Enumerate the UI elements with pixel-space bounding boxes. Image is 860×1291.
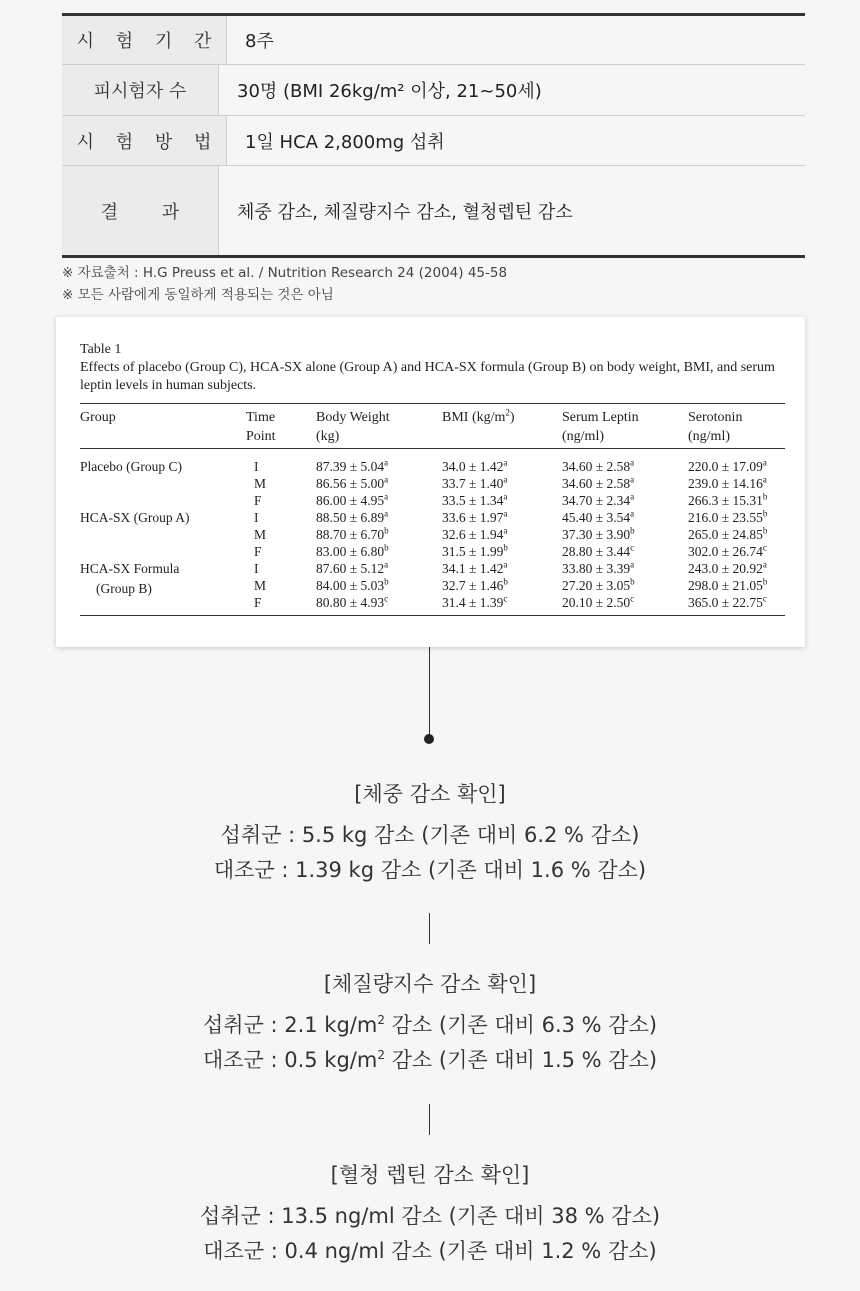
- significance-superscript: a: [384, 457, 389, 468]
- connector-line: [429, 647, 430, 739]
- body-weight-cell: [316, 594, 388, 611]
- result-block-leptin: [0, 1158, 860, 1269]
- info-label: 피시험자 수: [62, 65, 219, 115]
- result-line-control: 대조군 : 0.4 ng/ml 감소 (기존 대비 1.2 % 감소): [203, 1239, 657, 1263]
- cell-value: 34.60 ± 2.58: [562, 459, 631, 474]
- cell-value: 34.0 ± 1.42: [442, 459, 504, 474]
- bmi-cell: [442, 577, 508, 594]
- disclaimer-note: ※ 모든 사람에게 동일하게 적용되는 것은 아님: [62, 287, 334, 303]
- header-bmi-text: BMI (kg/m: [442, 410, 506, 425]
- paper-table-caption: Effects of placebo (Group C), HCA-SX alone (Group A) and HCA-SX formula (Group B) on body weight, BMI, and serum leptin levels in human subjects.: [80, 360, 775, 393]
- cell-value: 87.60 ± 5.12: [316, 561, 385, 576]
- info-value: 30명 (BMI 26kg/m² 이상, 21~50세): [237, 81, 542, 102]
- serotonin-cell: [688, 492, 767, 509]
- cell-value: 220.0 ± 17.09: [688, 459, 763, 474]
- significance-superscript: c: [384, 593, 389, 604]
- body-weight-cell: [316, 458, 388, 475]
- bmi-cell: [442, 458, 507, 475]
- significance-superscript: a: [384, 508, 389, 519]
- cell-value: 365.0 ± 22.75: [688, 595, 763, 610]
- cell-value: 243.0 ± 20.92: [688, 561, 763, 576]
- cell-value: 32.7 ± 1.46: [442, 578, 504, 593]
- header-serum-leptin: Serum Leptin: [562, 410, 639, 425]
- info-row-subjects: [62, 65, 805, 116]
- significance-superscript: c: [630, 542, 635, 553]
- time-point-cell: [254, 577, 266, 594]
- cell-value: 84.00 ± 5.03: [316, 578, 385, 593]
- paper-table-body: [80, 449, 785, 615]
- result-text: 섭취군 : 2.1 kg/m: [202, 1013, 378, 1037]
- bmi-cell: [442, 543, 508, 560]
- significance-superscript: b: [762, 525, 768, 536]
- significance-superscript: c: [503, 593, 508, 604]
- cell-value: 28.80 ± 3.44: [562, 544, 631, 559]
- result-text: 감소 (기존 대비 1.5 % 감소): [384, 1048, 658, 1072]
- time-point-cell: [254, 458, 259, 475]
- cell-value: 86.00 ± 4.95: [316, 493, 385, 508]
- paper-table-title: Table 1: [80, 342, 122, 357]
- cell-value: I: [254, 510, 259, 525]
- info-row-period: [62, 16, 805, 65]
- info-row-result: [62, 166, 805, 255]
- serotonin-cell: [688, 543, 767, 560]
- cell-value: 302.0 ± 26.74: [688, 544, 763, 559]
- significance-superscript: a: [630, 474, 635, 485]
- header-group: Group: [80, 410, 116, 425]
- cell-value: 45.40 ± 3.54: [562, 510, 631, 525]
- significance-superscript: b: [503, 542, 508, 553]
- time-point-cell: [254, 492, 262, 509]
- cell-value: F: [254, 544, 262, 559]
- header-point: Point: [246, 429, 276, 444]
- result-text: 대조군 : 0.5 kg/m: [202, 1048, 378, 1072]
- significance-superscript: a: [762, 457, 767, 468]
- time-point-cell: [254, 543, 262, 560]
- result-block-weight: [0, 777, 860, 888]
- cell-value: 34.1 ± 1.42: [442, 561, 504, 576]
- group-label-placebo: Placebo (Group C): [80, 459, 182, 474]
- serotonin-cell: [688, 526, 767, 543]
- study-info-table: [62, 13, 805, 258]
- body-weight-cell: [316, 526, 389, 543]
- significance-superscript: b: [503, 576, 508, 587]
- serum-leptin-cell: [562, 543, 634, 560]
- significance-superscript: a: [503, 508, 508, 519]
- result-line-treatment: [0, 1008, 860, 1043]
- group-label-hca-sx: HCA-SX (Group A): [80, 510, 190, 525]
- group-label-group-b: (Group B): [96, 581, 152, 596]
- serotonin-cell: [688, 509, 767, 526]
- cell-value: 33.5 ± 1.34: [442, 493, 504, 508]
- header-time: Time: [246, 410, 276, 425]
- cell-value: 20.10 ± 2.50: [562, 595, 631, 610]
- body-weight-cell: [316, 492, 388, 509]
- significance-superscript: a: [630, 491, 635, 502]
- result-block-bmi: [0, 967, 860, 1078]
- cell-value: 37.30 ± 3.90: [562, 527, 631, 542]
- body-weight-cell: [316, 577, 389, 594]
- info-label: 결 과: [62, 166, 219, 255]
- header-serotonin: Serotonin: [688, 410, 743, 425]
- cell-value: I: [254, 459, 259, 474]
- significance-superscript: b: [384, 525, 389, 536]
- divider-line: [429, 1104, 430, 1135]
- significance-superscript: a: [503, 474, 508, 485]
- unit-superscript: 2: [377, 1048, 385, 1062]
- result-line-treatment: 섭취군 : 5.5 kg 감소 (기존 대비 6.2 % 감소): [220, 823, 640, 847]
- bmi-cell: [442, 509, 507, 526]
- body-weight-cell: [316, 543, 389, 560]
- significance-superscript: b: [762, 491, 768, 502]
- paper-table: [80, 341, 785, 616]
- cell-value: I: [254, 561, 259, 576]
- significance-superscript: b: [630, 525, 635, 536]
- serum-leptin-cell: [562, 509, 634, 526]
- cell-value: 86.56 ± 5.00: [316, 476, 385, 491]
- cell-value: 33.80 ± 3.39: [562, 561, 631, 576]
- serum-leptin-cell: [562, 594, 634, 611]
- cell-value: 34.60 ± 2.58: [562, 476, 631, 491]
- significance-superscript: c: [630, 593, 635, 604]
- serum-leptin-cell: [562, 526, 635, 543]
- cell-value: 32.6 ± 1.94: [442, 527, 504, 542]
- result-heading: [체중 감소 확인]: [354, 782, 506, 806]
- cell-value: 83.00 ± 6.80: [316, 544, 385, 559]
- cell-value: 265.0 ± 24.85: [688, 527, 763, 542]
- header-serotonin-unit: (ng/ml): [688, 429, 730, 444]
- header-body-weight: Body Weight: [316, 410, 390, 425]
- bmi-cell: [442, 475, 507, 492]
- serotonin-cell: [688, 560, 767, 577]
- significance-superscript: a: [503, 491, 508, 502]
- significance-superscript: c: [762, 542, 767, 553]
- body-weight-cell: [316, 509, 388, 526]
- cell-value: 31.5 ± 1.99: [442, 544, 504, 559]
- cell-value: 298.0 ± 21.05: [688, 578, 763, 593]
- serotonin-cell: [688, 458, 767, 475]
- info-value: 8주: [245, 31, 274, 52]
- result-text: 감소 (기존 대비 6.3 % 감소): [384, 1013, 658, 1037]
- cell-value: M: [254, 527, 267, 542]
- significance-superscript: a: [630, 508, 635, 519]
- time-point-cell: [254, 475, 266, 492]
- source-note: ※ 자료출처 : H.G Preuss et al. / Nutrition Research 24 (2004) 45-58: [62, 265, 508, 281]
- cell-value: 33.6 ± 1.97: [442, 510, 504, 525]
- significance-superscript: a: [503, 525, 508, 536]
- cell-value: F: [254, 595, 262, 610]
- info-label: 시 험 방 법: [62, 116, 227, 165]
- bmi-cell: [442, 526, 507, 543]
- header-body-weight-unit: (kg): [316, 429, 340, 444]
- result-line-control: [0, 1043, 860, 1078]
- info-value: 1일 HCA 2,800mg 섭취: [245, 131, 445, 153]
- significance-superscript: b: [384, 576, 389, 587]
- significance-superscript: a: [762, 559, 767, 570]
- cell-value: 87.39 ± 5.04: [316, 459, 385, 474]
- significance-superscript: b: [762, 576, 768, 587]
- significance-superscript: a: [630, 559, 635, 570]
- cell-value: M: [254, 476, 267, 491]
- result-line-control: 대조군 : 1.39 kg 감소 (기존 대비 1.6 % 감소): [213, 858, 647, 882]
- header-bmi: [442, 408, 515, 427]
- cell-value: 80.80 ± 4.93: [316, 595, 385, 610]
- time-point-cell: [254, 560, 259, 577]
- cell-value: 33.7 ± 1.40: [442, 476, 504, 491]
- info-value: 체중 감소, 체질량지수 감소, 혈청렙틴 감소: [237, 201, 573, 223]
- serotonin-cell: [688, 594, 767, 611]
- connector-dot: [424, 734, 434, 744]
- divider-line: [429, 913, 430, 944]
- body-weight-cell: [316, 560, 388, 577]
- significance-superscript: a: [384, 559, 389, 570]
- cell-value: 88.50 ± 6.89: [316, 510, 385, 525]
- significance-superscript: c: [762, 593, 767, 604]
- serotonin-cell: [688, 577, 767, 594]
- result-heading: [혈청 렙틴 감소 확인]: [330, 1163, 530, 1187]
- significance-superscript: a: [762, 474, 767, 485]
- serum-leptin-cell: [562, 492, 634, 509]
- info-row-method: [62, 116, 805, 166]
- cell-value: F: [254, 493, 262, 508]
- time-point-cell: [254, 526, 266, 543]
- header-bmi-sup: 2: [505, 407, 510, 418]
- paper-data-table: [80, 403, 785, 616]
- serum-leptin-cell: [562, 475, 634, 492]
- bmi-cell: [442, 594, 507, 611]
- significance-superscript: a: [503, 457, 508, 468]
- cell-value: 88.70 ± 6.70: [316, 527, 385, 542]
- bmi-cell: [442, 492, 507, 509]
- time-point-cell: [254, 594, 262, 611]
- footnotes: [62, 262, 507, 306]
- significance-superscript: b: [762, 508, 768, 519]
- serum-leptin-cell: [562, 458, 634, 475]
- cell-value: 216.0 ± 23.55: [688, 510, 763, 525]
- significance-superscript: b: [384, 542, 389, 553]
- serotonin-cell: [688, 475, 767, 492]
- bmi-cell: [442, 560, 507, 577]
- significance-superscript: b: [630, 576, 635, 587]
- cell-value: 34.70 ± 2.34: [562, 493, 631, 508]
- serum-leptin-cell: [562, 560, 634, 577]
- significance-superscript: a: [630, 457, 635, 468]
- cell-value: 266.3 ± 15.31: [688, 493, 763, 508]
- cell-value: 27.20 ± 3.05: [562, 578, 631, 593]
- significance-superscript: a: [384, 474, 389, 485]
- cell-value: 31.4 ± 1.39: [442, 595, 504, 610]
- significance-superscript: a: [503, 559, 508, 570]
- unit-superscript: 2: [377, 1013, 385, 1027]
- result-heading: [체질량지수 감소 확인]: [323, 972, 537, 996]
- cell-value: M: [254, 578, 267, 593]
- paper-table-header: [80, 404, 785, 449]
- serum-leptin-cell: [562, 577, 635, 594]
- body-weight-cell: [316, 475, 388, 492]
- header-bmi-end: ): [509, 410, 515, 425]
- result-line-treatment: 섭취군 : 13.5 ng/ml 감소 (기존 대비 38 % 감소): [199, 1204, 661, 1228]
- info-label: 시 험 기 간: [62, 16, 227, 64]
- cell-value: 239.0 ± 14.16: [688, 476, 763, 491]
- paper-table-card: [56, 317, 805, 647]
- time-point-cell: [254, 509, 259, 526]
- header-serum-leptin-unit: (ng/ml): [562, 429, 604, 444]
- significance-superscript: a: [384, 491, 389, 502]
- group-label-hca-sx-formula: HCA-SX Formula: [80, 561, 180, 576]
